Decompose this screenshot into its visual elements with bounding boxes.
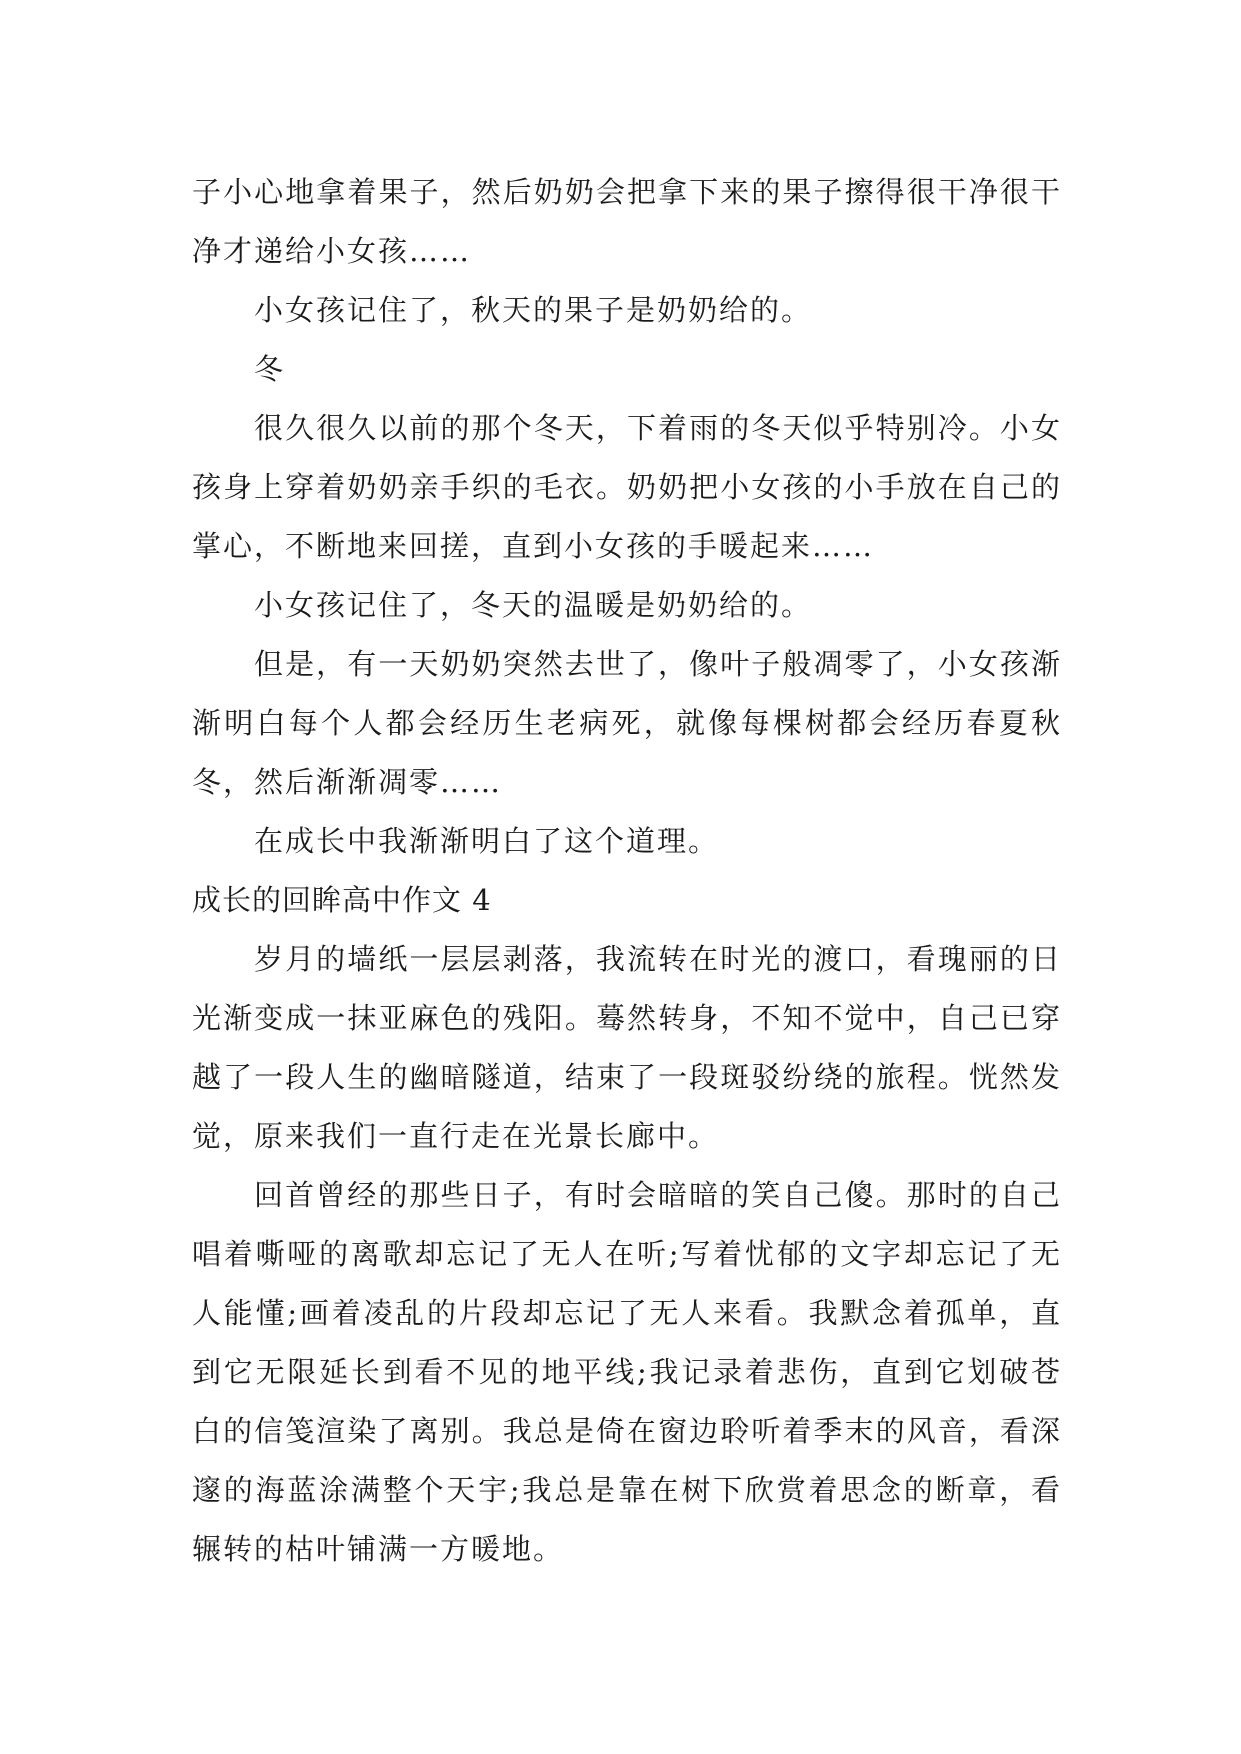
paragraph: 很久很久以前的那个冬天，下着雨的冬天似乎特别冷。小女孩身上穿着奶奶亲手织的毛衣。奶奶把小女孩的小手放在自己的掌心，不断地来回搓，直到小女孩的手暖起来…… [192,411,1062,563]
document-body [192,163,1062,1579]
paragraph-continued: 子小心地拿着果子，然后奶奶会把拿下来的果子擦得很干净很干净才递给小女孩…… [192,175,1062,268]
paragraph: 回首曾经的那些日子，有时会暗暗的笑自己傻。那时的自己唱着嘶哑的离歌却忘记了无人在听;写着忧郁的文字却忘记了无人能懂;画着凌乱的片段却忘记了无人来看。我默念着孤单，直到它无限延长到看不见的地平线;我记录着悲伤，直到它划破苍白的信笺渲染了离别。我总是倚在窗边聆听着季末的风音，看深邃的海蓝涂满整个天宇;我总是靠在树下欣赏着思念的断章，看辗转的枯叶铺满一方暖地。 [192,1178,1062,1566]
essay-heading: 成长的回眸高中作文 4 [192,883,492,917]
paragraph: 岁月的墙纸一层层剥落，我流转在时光的渡口，看瑰丽的日光渐变成一抹亚麻色的残阳。蓦然转身，不知不觉中，自己已穿越了一段人生的幽暗隧道，结束了一段斑驳纷绕的旅程。恍然发觉，原来我们一直行走在光景长廊中。 [192,942,1062,1153]
section-label-winter: 冬 [254,352,286,386]
paragraph: 但是，有一天奶奶突然去世了，像叶子般凋零了，小女孩渐渐明白每个人都会经历生老病死，就像每棵树都会经历春夏秋冬，然后渐渐凋零…… [192,647,1062,799]
paragraph: 小女孩记住了，秋天的果子是奶奶给的。 [254,293,813,327]
paragraph: 在成长中我渐渐明白了这个道理。 [254,824,720,858]
paragraph: 小女孩记住了，冬天的温暖是奶奶给的。 [254,588,813,622]
